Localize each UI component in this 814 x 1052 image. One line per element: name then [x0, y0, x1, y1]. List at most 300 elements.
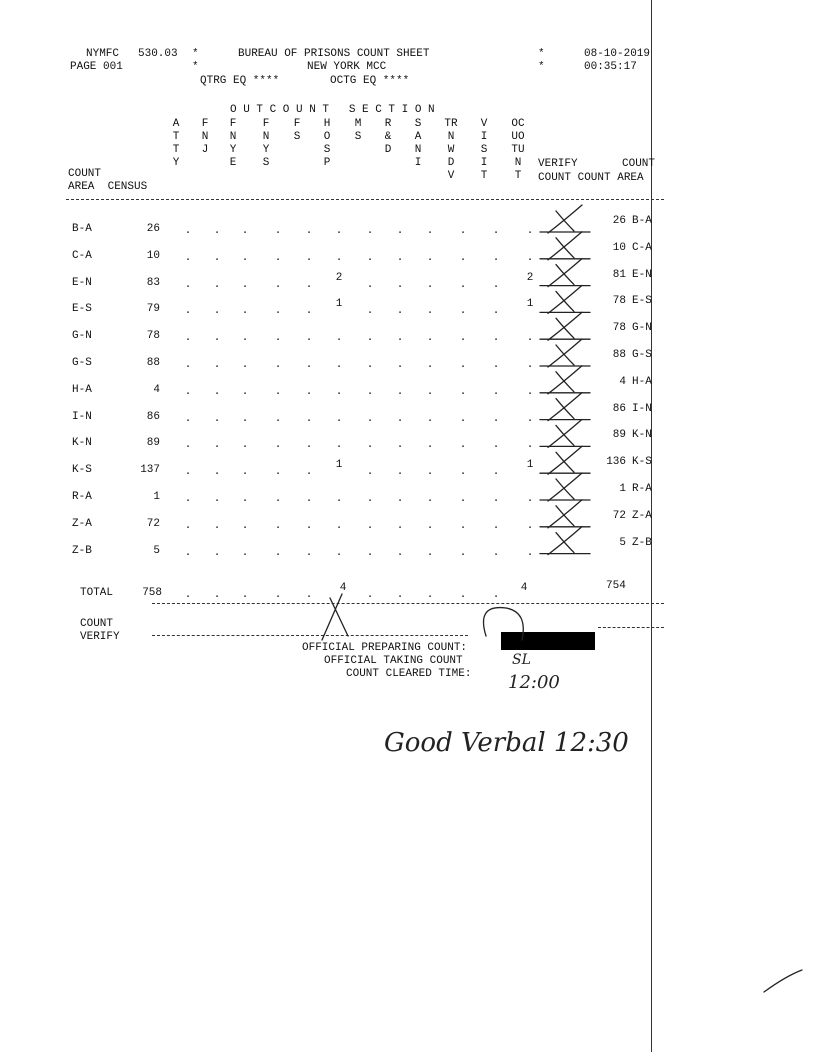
row-cell: .	[459, 252, 467, 264]
total-divider	[152, 603, 664, 604]
row-cell: .	[241, 413, 249, 425]
row-area: R-A	[72, 491, 92, 503]
row-cell: .	[274, 439, 282, 451]
row-cell: .	[305, 520, 313, 532]
row-count-area: R-A	[632, 483, 652, 495]
row-area: B-A	[72, 223, 92, 235]
row-cell: .	[213, 439, 221, 451]
row-cell: .	[305, 547, 313, 559]
column-header-letter: S	[262, 157, 270, 169]
row-area: Z-A	[72, 518, 92, 530]
column-header-letter: H	[323, 118, 331, 130]
count-verify-label-2: VERIFY	[80, 631, 120, 643]
verify-check-mark	[548, 527, 582, 555]
row-cell: .	[526, 225, 534, 237]
column-header-letter: A	[172, 118, 180, 130]
row-cell: .	[274, 493, 282, 505]
handwritten-note: Good Verbal 12:30	[384, 728, 629, 758]
column-header-letter: S	[354, 131, 362, 143]
row-cell: .	[426, 493, 434, 505]
stray-pen-stroke	[764, 970, 802, 992]
row-cell: .	[426, 279, 434, 291]
total-dot: .	[492, 589, 500, 601]
row-count-area: K-N	[632, 429, 652, 441]
row-cell: .	[184, 279, 192, 291]
row-cell: .	[396, 279, 404, 291]
count-verify-label-1: COUNT	[80, 618, 114, 630]
row-cell: .	[426, 332, 434, 344]
row-cell: .	[274, 547, 282, 559]
column-header-letter: S	[323, 144, 331, 156]
row-cell: .	[526, 386, 534, 398]
row-cell: .	[241, 225, 249, 237]
row-cell: .	[366, 493, 374, 505]
row-cell: .	[366, 466, 374, 478]
column-header-letter: Y	[229, 144, 237, 156]
row-cell: .	[241, 386, 249, 398]
row-cell: .	[213, 386, 221, 398]
row-cell: .	[274, 225, 282, 237]
row-cell: .	[241, 493, 249, 505]
row-cell: .	[274, 386, 282, 398]
column-header-letter: N	[229, 131, 237, 143]
row-count: 4	[619, 376, 626, 388]
redaction-box	[501, 632, 595, 650]
row-count: 26	[612, 215, 626, 227]
row-cell: .	[335, 493, 343, 505]
row-area: E-N	[72, 277, 92, 289]
row-count: 86	[612, 403, 626, 415]
row-census: 89	[146, 437, 160, 449]
row-cell: .	[492, 439, 500, 451]
row-cell: .	[213, 332, 221, 344]
row-census: 10	[146, 250, 160, 262]
verify-check-mark	[548, 259, 582, 287]
row-count-area: G-S	[632, 349, 652, 361]
row-cell: .	[213, 279, 221, 291]
row-cell: .	[396, 493, 404, 505]
row-cell: .	[459, 520, 467, 532]
row-cell: .	[241, 279, 249, 291]
verify-check-mark	[556, 211, 574, 231]
row-cell: .	[184, 439, 192, 451]
row-cell: .	[184, 520, 192, 532]
report-title: BUREAU OF PRISONS COUNT SHEET	[238, 48, 430, 60]
header-star-3: *	[538, 48, 545, 60]
row-cell: .	[274, 413, 282, 425]
row-cell: .	[241, 466, 249, 478]
verify-check-mark	[556, 533, 574, 553]
column-header-letter: Y	[172, 157, 180, 169]
row-cell: .	[526, 439, 534, 451]
row-cell: .	[335, 439, 343, 451]
row-census: 79	[146, 303, 160, 315]
column-header-letter: S	[480, 144, 488, 156]
verify-check-mark	[548, 393, 582, 421]
row-cell: .	[366, 413, 374, 425]
row-cell: .	[274, 252, 282, 264]
count-area-label: COUNT	[622, 158, 656, 170]
column-header-letter: N	[201, 131, 209, 143]
total-verify-mark	[322, 594, 348, 640]
column-header-letter: F	[201, 118, 209, 130]
row-cell: .	[366, 439, 374, 451]
row-cell: .	[184, 332, 192, 344]
row-cell: .	[184, 359, 192, 371]
verify-check-mark	[548, 232, 582, 260]
column-header-letter: T	[514, 170, 522, 182]
verify-check-mark	[548, 473, 582, 501]
column-header-letter: TU	[511, 144, 525, 156]
row-cell: .	[305, 279, 313, 291]
report-time: 00:35:17	[584, 61, 637, 73]
row-cell: .	[335, 359, 343, 371]
row-cell: .	[526, 332, 534, 344]
total-dot: .	[396, 589, 404, 601]
verify-check-mark	[556, 291, 574, 311]
row-cell: .	[274, 466, 282, 478]
row-cell: .	[492, 252, 500, 264]
verify-check-mark	[548, 339, 582, 367]
qtrg-eq: QTRG EQ ****	[200, 75, 280, 87]
row-area: Z-B	[72, 545, 92, 557]
row-cell: .	[184, 225, 192, 237]
row-cell: .	[213, 547, 221, 559]
row-cell: .	[526, 413, 534, 425]
row-area: K-S	[72, 464, 92, 476]
row-count-area: K-S	[632, 456, 652, 468]
row-cell: .	[492, 359, 500, 371]
row-area: E-S	[72, 303, 92, 315]
row-cell: .	[426, 305, 434, 317]
row-count: 72	[612, 510, 626, 522]
row-cell: .	[426, 466, 434, 478]
column-header-letter: &	[384, 131, 392, 143]
row-cell: .	[241, 332, 249, 344]
row-count-area: E-N	[632, 269, 652, 281]
row-cell: .	[213, 520, 221, 532]
row-cell: .	[366, 279, 374, 291]
row-cell: .	[492, 332, 500, 344]
row-cell: .	[396, 413, 404, 425]
row-cell: .	[335, 413, 343, 425]
row-cell: .	[459, 305, 467, 317]
row-census: 83	[146, 277, 160, 289]
column-header-letter: T	[172, 144, 180, 156]
column-header-letter: N	[514, 157, 522, 169]
row-census: 1	[153, 491, 160, 503]
row-cell: .	[396, 225, 404, 237]
row-census: 78	[146, 330, 160, 342]
header-star-4: *	[538, 61, 545, 73]
row-cell: .	[335, 386, 343, 398]
row-cell: .	[426, 520, 434, 532]
row-count: 78	[612, 295, 626, 307]
row-cell: .	[184, 547, 192, 559]
total-dot: .	[241, 589, 249, 601]
row-cell: .	[213, 305, 221, 317]
row-census: 5	[153, 545, 160, 557]
total-census: 758	[142, 587, 162, 599]
total-dot: .	[305, 589, 313, 601]
row-cell: 2	[526, 272, 534, 284]
row-cell: .	[526, 547, 534, 559]
row-cell: .	[459, 493, 467, 505]
verify-check-mark	[556, 372, 574, 392]
column-header-letter: I	[414, 157, 422, 169]
row-count-area: I-N	[632, 403, 652, 415]
row-cell: .	[459, 439, 467, 451]
column-header-letter: S	[414, 118, 422, 130]
count-label: COUNT	[68, 168, 102, 180]
column-header-letter: F	[229, 118, 237, 130]
total-dot: .	[184, 589, 192, 601]
row-cell: .	[396, 252, 404, 264]
row-cell: .	[459, 279, 467, 291]
row-cell: .	[213, 252, 221, 264]
row-cell: .	[396, 305, 404, 317]
row-cell: .	[492, 520, 500, 532]
header-star-2: *	[192, 61, 199, 73]
handwritten-cleared-time: 12:00	[508, 672, 560, 693]
row-cell: 1	[526, 459, 534, 471]
row-cell: .	[305, 225, 313, 237]
row-area: K-N	[72, 437, 92, 449]
row-cell: .	[366, 386, 374, 398]
row-cell: .	[305, 305, 313, 317]
column-header-letter: T	[172, 131, 180, 143]
row-cell: .	[492, 279, 500, 291]
verify-check-mark	[548, 205, 582, 233]
row-count-area: Z-B	[632, 537, 652, 549]
official-preparing-label: OFFICIAL PREPARING COUNT:	[302, 642, 468, 654]
verify-check-mark	[556, 238, 574, 258]
row-cell: .	[366, 305, 374, 317]
row-area: H-A	[72, 384, 92, 396]
row-count-area: H-A	[632, 376, 652, 388]
total-dot: .	[459, 589, 467, 601]
row-cell: .	[184, 413, 192, 425]
column-header-letter: A	[414, 131, 422, 143]
column-header-letter: S	[293, 131, 301, 143]
official-taking-label: OFFICIAL TAKING COUNT	[324, 655, 463, 667]
row-cell: .	[426, 386, 434, 398]
row-census: 137	[140, 464, 160, 476]
verify-check-mark	[556, 425, 574, 445]
row-cell: .	[184, 252, 192, 264]
row-cell: .	[366, 252, 374, 264]
row-cell: 1	[526, 298, 534, 310]
row-cell: .	[184, 386, 192, 398]
row-count: 81	[612, 269, 626, 281]
column-header-letter: OC	[511, 118, 525, 130]
row-cell: .	[305, 252, 313, 264]
row-area: I-N	[72, 411, 92, 423]
row-cell: .	[213, 359, 221, 371]
row-cell: 1	[335, 298, 343, 310]
row-cell: .	[274, 332, 282, 344]
verify-check-mark	[548, 446, 582, 474]
row-cell: .	[184, 466, 192, 478]
row-cell: .	[492, 305, 500, 317]
row-cell: .	[396, 466, 404, 478]
row-area: G-N	[72, 330, 92, 342]
column-header-letter: F	[262, 118, 270, 130]
row-cell: .	[426, 252, 434, 264]
total-count: 754	[606, 580, 626, 592]
row-cell: .	[426, 225, 434, 237]
total-dot: .	[426, 589, 434, 601]
row-count: 88	[612, 349, 626, 361]
header-divider	[66, 199, 664, 200]
verify-check-mark	[556, 318, 574, 338]
row-cell: .	[492, 466, 500, 478]
area-census-label: AREA CENSUS	[68, 181, 148, 193]
verify-check-mark	[556, 479, 574, 499]
total-dot: .	[274, 589, 282, 601]
row-cell: .	[459, 225, 467, 237]
total-hosp: 4	[339, 582, 347, 594]
handwritten-initials: SL	[512, 652, 531, 668]
column-header-letter: V	[447, 170, 455, 182]
row-cell: .	[274, 520, 282, 532]
row-cell: .	[366, 520, 374, 532]
verify-label: VERIFY	[538, 158, 578, 170]
row-cell: .	[241, 359, 249, 371]
row-cell: .	[184, 305, 192, 317]
row-cell: 1	[335, 459, 343, 471]
page-number: PAGE 001	[70, 61, 123, 73]
row-count: 78	[612, 322, 626, 334]
row-cell: .	[459, 466, 467, 478]
row-count-area: C-A	[632, 242, 652, 254]
row-cell: .	[492, 493, 500, 505]
row-count-area: G-N	[632, 322, 652, 334]
row-cell: .	[396, 359, 404, 371]
row-area: C-A	[72, 250, 92, 262]
column-header-letter: N	[414, 144, 422, 156]
row-cell: .	[305, 439, 313, 451]
row-cell: .	[426, 439, 434, 451]
verify-check-mark	[556, 506, 574, 526]
total-dot: .	[366, 589, 374, 601]
column-header-letter: O	[323, 131, 331, 143]
row-cell: .	[274, 305, 282, 317]
row-cell: .	[459, 386, 467, 398]
row-cell: .	[366, 547, 374, 559]
row-cell: .	[305, 493, 313, 505]
row-count: 5	[619, 537, 626, 549]
row-cell: .	[426, 359, 434, 371]
row-cell: .	[241, 252, 249, 264]
column-header-letter: I	[480, 157, 488, 169]
row-cell: .	[396, 386, 404, 398]
octg-eq: OCTG EQ ****	[330, 75, 410, 87]
row-cell: .	[526, 493, 534, 505]
verify-check-mark	[548, 500, 582, 528]
row-cell: .	[366, 359, 374, 371]
row-cell: .	[213, 493, 221, 505]
row-area: G-S	[72, 357, 92, 369]
count-cleared-label: COUNT CLEARED TIME:	[346, 668, 472, 680]
row-cell: .	[396, 547, 404, 559]
column-header-letter: E	[229, 157, 237, 169]
row-count-area: E-S	[632, 295, 652, 307]
verify-check-mark	[548, 419, 582, 447]
row-census: 72	[146, 518, 160, 530]
column-header-letter: N	[262, 131, 270, 143]
facility-name: NEW YORK MCC	[307, 61, 387, 73]
verify-divider-left	[152, 635, 468, 636]
row-cell: .	[241, 520, 249, 532]
column-header-letter: W	[447, 144, 455, 156]
row-count-area: Z-A	[632, 510, 652, 522]
row-cell: .	[241, 305, 249, 317]
row-cell: 2	[335, 272, 343, 284]
row-cell: .	[459, 332, 467, 344]
row-cell: .	[396, 439, 404, 451]
verify-check-mark	[556, 345, 574, 365]
row-cell: .	[492, 413, 500, 425]
column-header-letter: M	[354, 118, 362, 130]
verify-check-mark	[548, 366, 582, 394]
row-cell: .	[213, 466, 221, 478]
column-header-letter: I	[480, 131, 488, 143]
row-cell: .	[184, 493, 192, 505]
column-header-letter: T	[480, 170, 488, 182]
column-header-letter: R	[384, 118, 392, 130]
row-census: 88	[146, 357, 160, 369]
outcount-section-title: O U T C O U N T S E C T I O N	[230, 104, 435, 116]
verify-check-mark	[556, 399, 574, 419]
row-census: 4	[153, 384, 160, 396]
verify-check-mark	[556, 265, 574, 285]
row-count: 136	[606, 456, 626, 468]
row-cell: .	[274, 279, 282, 291]
column-header-letter: P	[323, 157, 331, 169]
column-header-letter: UO	[511, 131, 525, 143]
row-cell: .	[274, 359, 282, 371]
total-dot: .	[213, 589, 221, 601]
verify-divider-right	[598, 627, 664, 628]
row-cell: .	[526, 520, 534, 532]
row-count-area: B-A	[632, 215, 652, 227]
system-id: NYMFC	[86, 48, 120, 60]
row-count: 1	[619, 483, 626, 495]
row-census: 86	[146, 411, 160, 423]
row-cell: .	[492, 547, 500, 559]
column-header-letter: D	[447, 157, 455, 169]
row-cell: .	[335, 252, 343, 264]
row-cell: .	[459, 359, 467, 371]
row-cell: .	[492, 386, 500, 398]
row-cell: .	[526, 359, 534, 371]
row-cell: .	[335, 520, 343, 532]
column-header-letter: N	[447, 131, 455, 143]
row-cell: .	[305, 359, 313, 371]
row-cell: .	[335, 547, 343, 559]
column-header-letter: V	[480, 118, 488, 130]
row-cell: .	[366, 332, 374, 344]
row-cell: .	[459, 547, 467, 559]
column-header-letter: D	[384, 144, 392, 156]
row-cell: .	[241, 547, 249, 559]
row-cell: .	[305, 466, 313, 478]
count-count-area-label: COUNT COUNT AREA	[538, 172, 644, 184]
row-cell: .	[366, 225, 374, 237]
row-cell: .	[335, 225, 343, 237]
row-cell: .	[305, 332, 313, 344]
